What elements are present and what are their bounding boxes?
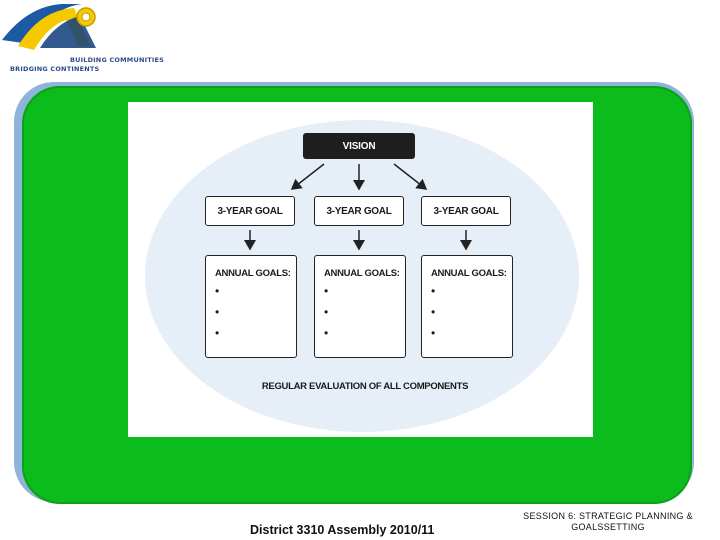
annual-goals-title: ANNUAL GOALS: [215, 268, 291, 279]
three-year-goal-box: 3-YEAR GOAL [205, 196, 295, 226]
rotary-bridge-logo-icon [0, 0, 150, 56]
footer-district: District 3310 Assembly 2010/11 [250, 523, 435, 537]
vision-box: VISION [303, 133, 415, 159]
annual-goals-box [421, 255, 513, 358]
bullet-item: • [215, 326, 220, 340]
bullet-item: • [431, 305, 436, 319]
three-year-goal-box: 3-YEAR GOAL [421, 196, 511, 226]
logo [0, 0, 164, 76]
logo-tagline-2: BRIDGING CONTINENTS [10, 65, 100, 73]
logo-tagline-1: BUILDING COMMUNITIES [70, 56, 164, 64]
bullet-item: • [431, 326, 436, 340]
annual-goals-title: ANNUAL GOALS: [431, 268, 507, 279]
bullet-item: • [431, 284, 436, 298]
annual-goals-title: ANNUAL GOALS: [324, 268, 400, 279]
bullet-item: • [324, 305, 329, 319]
bullet-item: • [324, 326, 329, 340]
footer-session: SESSION 6: STRATEGIC PLANNING & GOALSSETTING [523, 511, 693, 532]
three-year-goal-box: 3-YEAR GOAL [314, 196, 404, 226]
annual-goals-box [314, 255, 406, 358]
bullet-item: • [215, 284, 220, 298]
strategy-diagram [128, 102, 593, 437]
annual-goals-box [205, 255, 297, 358]
arrow-vision-left [292, 164, 324, 189]
bullet-item: • [215, 305, 220, 319]
evaluation-caption: REGULAR EVALUATION OF ALL COMPONENTS [261, 381, 469, 392]
bullet-item: • [324, 284, 329, 298]
arrow-vision-right [394, 164, 426, 189]
